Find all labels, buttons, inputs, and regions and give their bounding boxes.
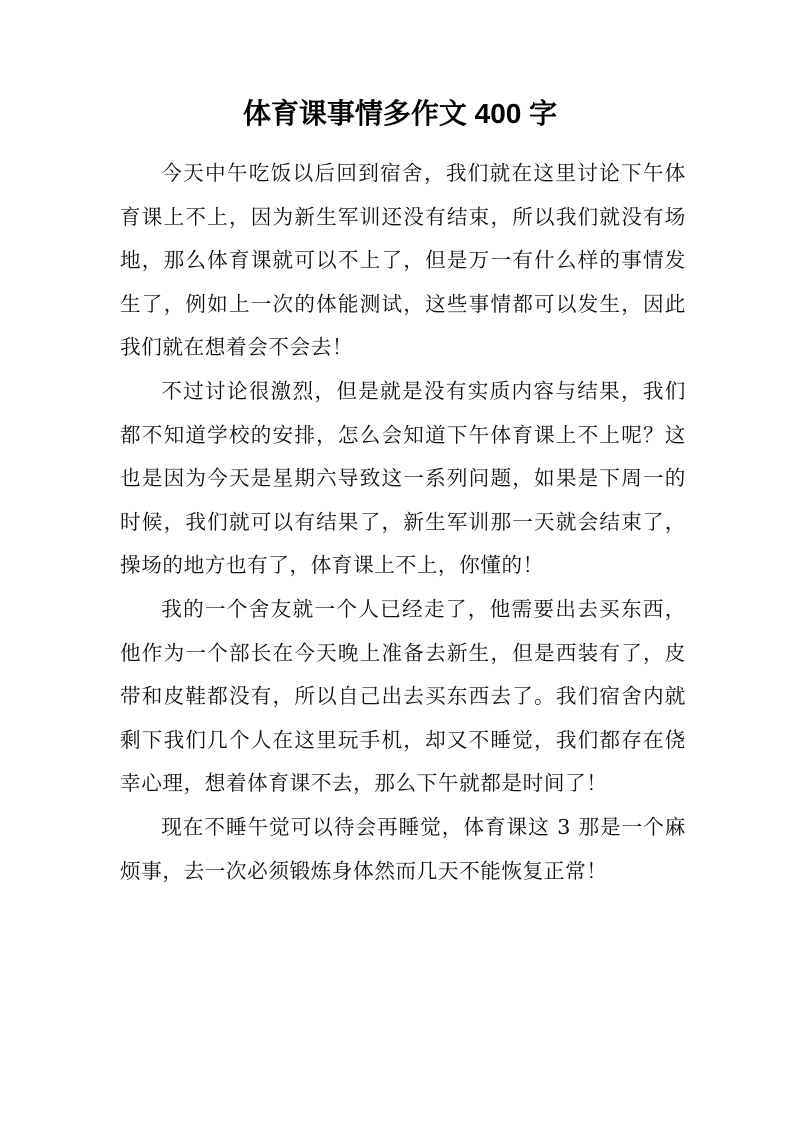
- paragraph-4: 现在不睡午觉可以待会再睡觉，体育课这 3 那是一个麻烦事，去一次必须锻炼身体然而几天不能恢复正常！: [120, 814, 686, 883]
- document-title: 体育课事情多作文 400 字: [242, 98, 558, 129]
- paragraph-1: 今天中午吃饭以后回到宿舍，我们就在这里讨论下午体育课上不上，因为新生军训还没有结束，所以我们就没有场地，那么体育课就可以不上了，但是万一有什么样的事情发生了，例如上一次的体能测试，这些事情都可以发生，因此我们就在想着会不会去！: [120, 161, 686, 360]
- document-body: [120, 152, 686, 893]
- paragraph-2: 不过讨论很激烈，但是就是没有实质内容与结果，我们都不知道学校的安排，怎么会知道下午体育课上不上呢？这也是因为今天是星期六导致这一系列问题，如果是下周一的时候，我们就可以有结果了，新生军训那一天就会结束了，操场的地方也有了，体育课上不上，你懂的！: [120, 378, 686, 578]
- paragraph-3: 我的一个舍友就一个人已经走了，他需要出去买东西，他作为一个部长在今天晚上准备去新生，但是西装有了，皮带和皮鞋都没有，所以自己出去买东西去了。我们宿舍内就剩下我们几个人在这里玩手机，却又不睡觉，我们都存在侥幸心理，想着体育课不去，那么下午就都是时间了！: [120, 596, 686, 796]
